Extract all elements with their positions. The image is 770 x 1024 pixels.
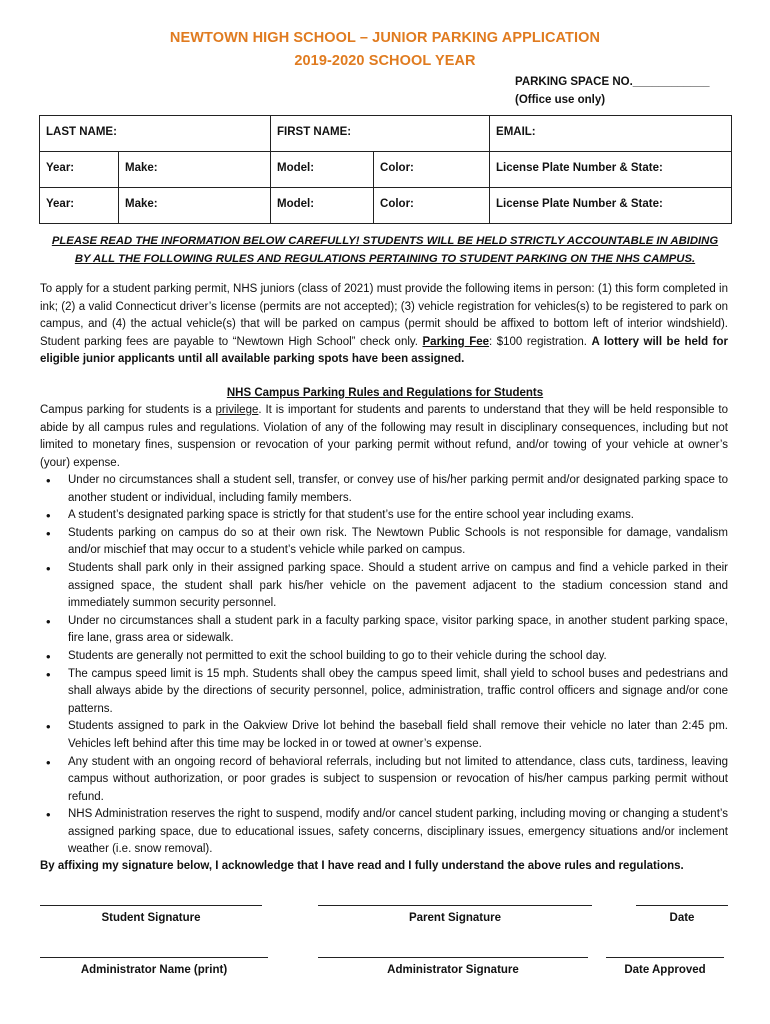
- bullet-icon: •: [46, 719, 51, 735]
- lottery-notice: A lottery will be held for eligible junior applicants until all available parking spots have been assigned.: [40, 335, 728, 366]
- email-label: EMAIL:: [496, 126, 536, 138]
- rules-intro: Campus parking for students is a privilege. It is important for students and parents to understand that they will be held responsible to abide by all campus rules and regulations. Violation of any of the following may result in disciplinary consequences, including but not limited to monetary fines, suspension or revocation of your parking permit without refund, and/or towing of your vehicle at owner’s (your) expense.: [40, 404, 728, 469]
- date-approved-field[interactable]: [606, 957, 724, 976]
- rules-list: [40, 472, 728, 859]
- list-item: • Under no circumstances shall a student park in a faculty parking space, visitor parking space, in another student parking space, fire lane, grass area or sidewalk.: [46, 613, 728, 645]
- student-signature-field[interactable]: [40, 905, 262, 924]
- warning-line-2: BY ALL THE FOLLOWING RULES AND REGULATIONS PERTAINING TO STUDENT PARKING ON THE NHS CAMPUS.: [74, 252, 696, 265]
- date-label: Date: [669, 912, 695, 924]
- bullet-icon: •: [46, 525, 51, 541]
- license-field[interactable]: [490, 188, 732, 224]
- list-item: • The campus speed limit is 15 mph. Students shall obey the campus speed limit, shall yield to school buses and pedestrians and shall always abide by the directions of security personnel, police, administration, traffic control officers and signage and/or cone patterns.: [46, 666, 728, 715]
- bullet-icon: •: [46, 648, 51, 664]
- color-field[interactable]: [374, 152, 490, 188]
- year-field[interactable]: [40, 188, 119, 224]
- parking-space-box: [515, 73, 710, 109]
- signature-line: [40, 905, 262, 906]
- bullet-icon: •: [46, 754, 51, 770]
- parking-fee-text: : $100 registration.: [489, 335, 587, 348]
- date-approved-label: Date Approved: [624, 964, 706, 976]
- make-field[interactable]: [119, 188, 271, 224]
- year-field[interactable]: [40, 152, 119, 188]
- color-field[interactable]: [374, 188, 490, 224]
- list-item: • A student’s designated parking space is strictly for that student’s use for the entire school year including exams.: [46, 508, 634, 524]
- bullet-icon: •: [46, 666, 51, 682]
- admin-name-label: Administrator Name (print): [80, 964, 228, 976]
- list-item: • Students shall park only in their assigned parking space. Should a student arrive on campus and find a vehicle parked in their assigned space, the student shall park his/her vehicle on the pavement adjacent to the stadium concession stand and immediately summon security personnel.: [46, 560, 728, 610]
- signature-line: [318, 957, 588, 958]
- instructions-text: To apply for a student parking permit, NHS juniors (class of 2021) must provide the following items in person: (1) this form completed in ink; (2) a valid Connecticut driver’s license (permits are not accepted); (3) vehicle registration for vehicles(s) to be registered to park on campus, and (4) the actual vehicle(s) that will be parked on campus (permit should be affixed to bottom left of interior windshield). Student parking fees are payable to “Newtown High School” check only.: [40, 283, 728, 348]
- student-signature-label: Student Signature: [101, 912, 201, 924]
- admin-signature-field[interactable]: [318, 957, 588, 976]
- last-name-label: LAST NAME:: [46, 126, 117, 138]
- list-item: • Students assigned to park in the Oakview Drive lot behind the baseball field shall remove their vehicle no later than 2:45 pm. Vehicles left behind after this time may be locked in or towed at owner’s expense.: [46, 719, 728, 750]
- signature-line: [40, 957, 268, 958]
- rules-heading: NHS Campus Parking Rules and Regulations for Students: [226, 387, 544, 399]
- year-label: Year:: [46, 162, 75, 174]
- form-title: NEWTOWN HIGH SCHOOL – JUNIOR PARKING APPLICATION: [169, 30, 601, 46]
- list-item: • Students parking on campus do so at their own risk. The Newtown Public Schools is not responsible for damage, vandalism and/or mischief that may occur to a student’s vehicle while parked on campus.: [46, 525, 728, 557]
- parent-signature-field[interactable]: [318, 905, 592, 924]
- list-item: • Under no circumstances shall a student sell, transfer, or convey use of his/her parking permit and/or designated parking space to another student or individual, including family members.: [46, 473, 728, 504]
- first-name-field[interactable]: [271, 116, 490, 152]
- color-label: Color:: [380, 162, 414, 174]
- bullet-icon: •: [46, 473, 51, 488]
- applicant-info-grid: [39, 115, 732, 224]
- list-item: • NHS Administration reserves the right to suspend, modify and/or cancel student parking, including moving or changing a student’s assigned parking space, due to educational issues, safety concerns, disciplinary issues, emergency situations and/or inclement weather (i.e. snow removal).: [46, 807, 728, 856]
- vehicle-row-1: [40, 152, 732, 188]
- name-row: [40, 116, 732, 152]
- privilege-word: privilege: [215, 404, 259, 416]
- color-label: Color:: [380, 198, 414, 210]
- bullet-icon: •: [46, 807, 51, 823]
- make-label: Make:: [125, 198, 158, 210]
- admin-name-field[interactable]: [40, 957, 268, 976]
- make-field[interactable]: [119, 152, 271, 188]
- vehicle-row-2: [40, 188, 732, 224]
- signature-line: [636, 905, 728, 906]
- application-instructions: [40, 281, 728, 369]
- parent-signature-label: Parent Signature: [408, 912, 502, 924]
- first-name-label: FIRST NAME:: [277, 126, 352, 138]
- year-label: Year:: [46, 198, 75, 210]
- list-item: • Any student with an ongoing record of behavioral referrals, including but not limited to attendance, class cuts, tardiness, leaving campus without authorization, or poor grades is subject to suspension or revocation of his/her campus parking permit without refund.: [46, 754, 728, 803]
- last-name-field[interactable]: [40, 116, 271, 152]
- office-use-label: (Office use only): [515, 94, 606, 106]
- bullet-icon: •: [46, 560, 51, 576]
- date-field[interactable]: [636, 905, 728, 924]
- bullet-icon: •: [46, 508, 51, 524]
- model-field[interactable]: [271, 152, 374, 188]
- school-year-title: 2019-2020 SCHOOL YEAR: [294, 53, 476, 69]
- warning-line-1: PLEASE READ THE INFORMATION BELOW CAREFULLY! STUDENTS WILL BE HELD STRICTLY ACCOUNTABLE IN ABIDING: [51, 235, 719, 247]
- model-field[interactable]: [271, 188, 374, 224]
- signature-line: [318, 905, 592, 906]
- model-label: Model:: [277, 198, 315, 210]
- model-label: Model:: [277, 162, 315, 174]
- parking-fee-label: Parking Fee: [422, 335, 490, 348]
- bullet-icon: •: [46, 613, 51, 629]
- email-field[interactable]: [490, 116, 732, 152]
- parking-space-number-field[interactable]: PARKING SPACE NO.____________: [515, 76, 710, 88]
- list-item: • Students are generally not permitted to exit the school building to go to their vehicle during the school day.: [46, 648, 607, 664]
- license-label: License Plate Number & State:: [496, 198, 663, 210]
- acknowledgement-statement: By affixing my signature below, I acknowledge that I have read and I fully understand the above rules and regulations.: [40, 860, 684, 872]
- signature-line: [606, 957, 724, 958]
- admin-signature-label: Administrator Signature: [387, 964, 519, 976]
- warning-notice: [40, 233, 730, 268]
- license-label: License Plate Number & State:: [496, 162, 663, 174]
- license-field[interactable]: [490, 152, 732, 188]
- make-label: Make:: [125, 162, 158, 174]
